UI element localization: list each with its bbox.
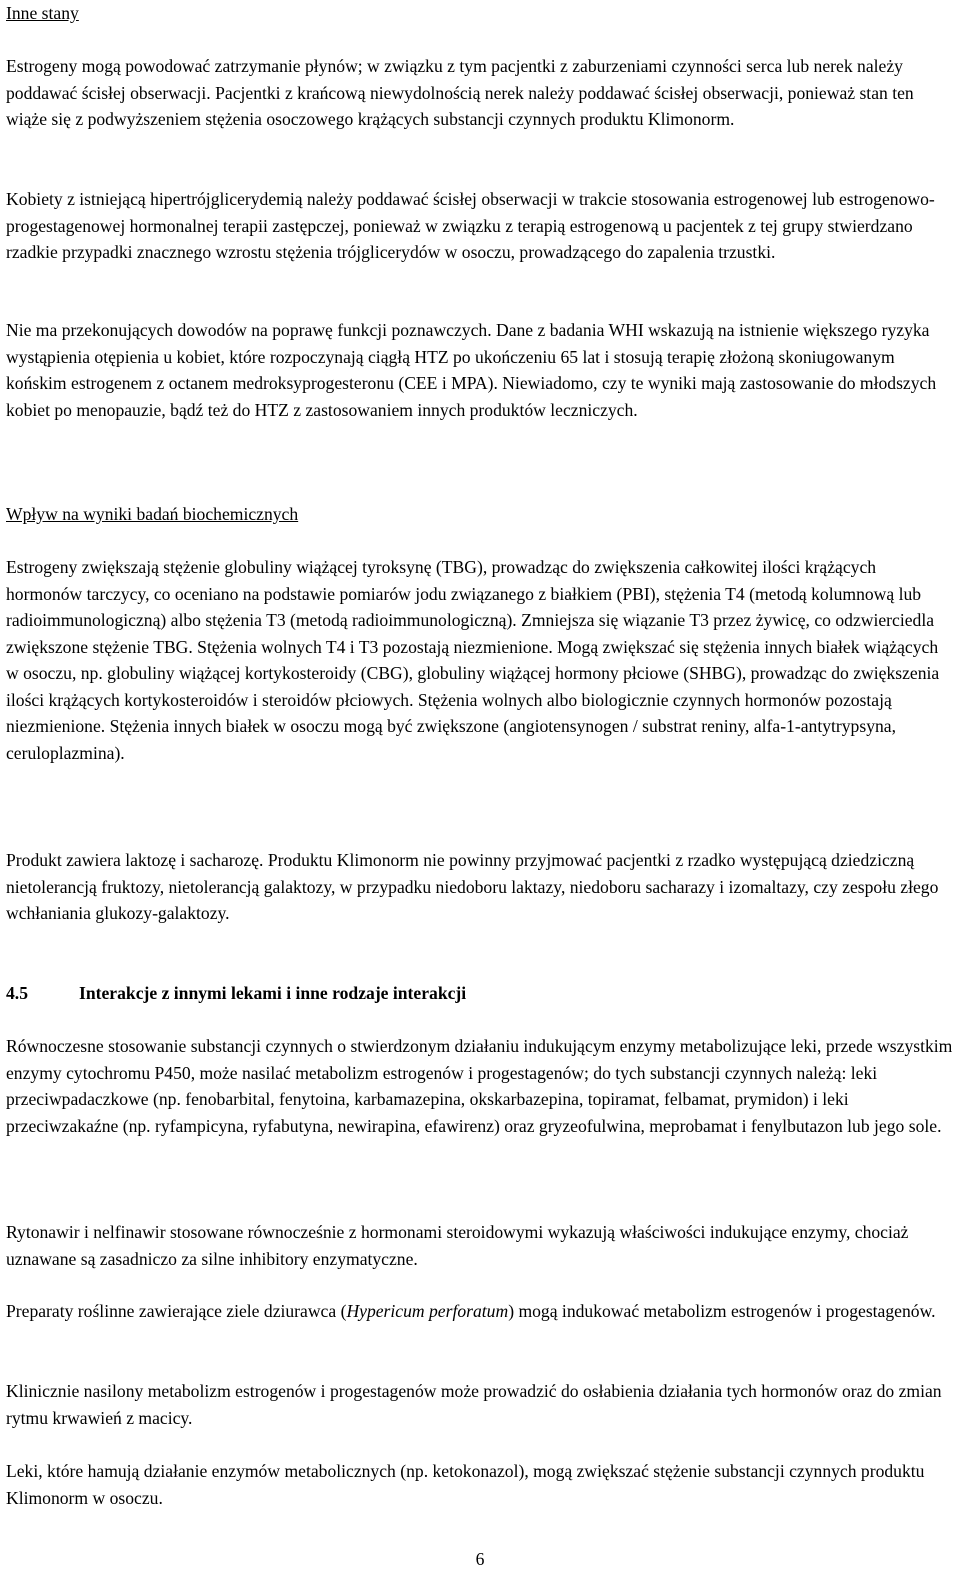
paragraph-cognitive-function: Nie ma przekonujących dowodów na poprawę funkcji poznawczych. Dane z badania WHI wskazują na istnienie większego ryzyka wystąpienia otępienia u kobiet, które rozpoczynają ciągłą HTZ po ukończeniu 65 lat i stosują terapię złożoną skoniugowanym końskim estrogenem z octanem medroksyprogesteronu (CEE i MPA). Niewiadomo, czy te wyniki mają zastosowanie do młodszych kobiet po menopauzie, bądź też do HTZ z zastosowaniem innych produktów leczniczych. [6, 320, 937, 420]
paragraph-clinical-metabolism: Klinicznie nasilony metabolizm estrogenów i progestagenów może prowadzić do osłabienia działania tych hormonów oraz do zmian rytmu krwawień z macicy. [6, 1381, 942, 1428]
paragraph-fluid-retention: Estrogeny mogą powodować zatrzymanie płynów; w związku z tym pacjentki z zaburzeniami czynności serca lub nerek należy poddawać ścisłej obserwacji. Pacjentki z krańcową niewydolnością nerek należy poddawać ścisłej obserwacji, ponieważ stan ten wiąże się z podwyższeniem stężenia osoczowego krążących substancji czynnych produktu Klimonorm. [6, 56, 914, 129]
page-number: 6 [475, 1549, 485, 1569]
section-title: Interakcje z innymi lekami i inne rodzaje interakcji [79, 983, 467, 1003]
paragraph-st-johns-wort: Preparaty roślinne zawierające ziele dziurawca (Hypericum perforatum) mogą indukować metabolizm estrogenów i progestagenów. [6, 1301, 936, 1321]
inne-stany-heading: Inne stany [6, 3, 79, 23]
paragraph-enzyme-inhibitors: Leki, które hamują działanie enzymów metabolicznych (np. ketokonazol), mogą zwiększać stężenie substancji czynnych produktu Klimonorm w osoczu. [6, 1461, 925, 1508]
section-number: 4.5 [6, 983, 28, 1003]
paragraph-lab-tests: Estrogeny zwiększają stężenie globuliny wiążącej tyroksynę (TBG), prowadząc do zwiększenia całkowitej ilości krążących hormonów tarczycy, co oceniano na podstawie pomiarów jodu związanego z białkiem (PBI), stężenia T4 (metodą kolumnową lub radioimmunologiczną) albo stężenia T3 (metodą radioimmunologiczną). Zmniejsza się wiązanie T3 przez żywicę, co odzwierciedla zwiększone stężenie TBG. Stężenia wolnych T4 i T3 pozostają niezmienione. Mogą zwiększać się stężenia innych białek wiążących w osoczu, np. globuliny wiążącej kortykosteroidy (CBG), globuliny wiążącej hormony płciowe (SHBG), prowadząc do zwiększenia ilości krążących kortykosteroidów i steroidów płciowych. Stężenia wolnych albo biologicznie czynnych hormonów pozostają niezmienione. Stężenia innych białek w osoczu mogą być zwiększone (angiotensynogen / substrat reniny, alfa-1-antytrypsyna, ceruloplazmina). [6, 557, 940, 763]
paragraph-ritonavir: Rytonawir i nelfinawir stosowane równocześnie z hormonami steroidowymi wykazują właściwości indukujące enzymy, chociaż uznawane są zasadniczo za silne inhibitory enzymatyczne. [6, 1222, 909, 1269]
paragraph-hypertriglyceridemia: Kobiety z istniejącą hipertrójglicerydemią należy poddawać ścisłej obserwacji w trakcie stosowania estrogenowej lub estrogenowo-progestagenowej hormonalnej terapii zastępczej, ponieważ w związku z terapią estrogenową u pacjentek z tej grupy stwierdzano rzadkie przypadki znacznego wzrostu stężenia trójglicerydów w osoczu, prowadzącego do zapalenia trzustki. [6, 189, 935, 262]
wplyw-heading: Wpływ na wyniki badań biochemicznych [6, 504, 299, 524]
section-4-5-heading [6, 980, 954, 1007]
paragraph-lactose: Produkt zawiera laktozę i sacharozę. Produktu Klimonorm nie powinny przyjmować pacjentki z rzadko występującą dziedziczną nietolerancją fruktozy, nietolerancją galaktozy, w przypadku niedoboru laktazy, niedoboru sacharazy i izomaltazy, czy zespołu złego wchłaniania glukozy-galaktozy. [6, 850, 939, 923]
paragraph-enzyme-inducers: Równoczesne stosowanie substancji czynnych o stwierdzonym działaniu indukującym enzymy metabolizujące leki, przede wszystkim enzymy cytochromu P450, może nasilać metabolizm estrogenów i progestagenów; do tych substancji czynnych należą: leki przeciwpadaczkowe (np. fenobarbital, fenytoina, karbamazepina, okskarbazepina, topiramat, felbamat, prymidon) i leki przeciwzakaźne (np. ryfampicyna, ryfabutyna, newirapina, efawirenz) oraz gryzeofulwina, meprobamat i fenylbutazon lub jego sole. [6, 1036, 953, 1136]
